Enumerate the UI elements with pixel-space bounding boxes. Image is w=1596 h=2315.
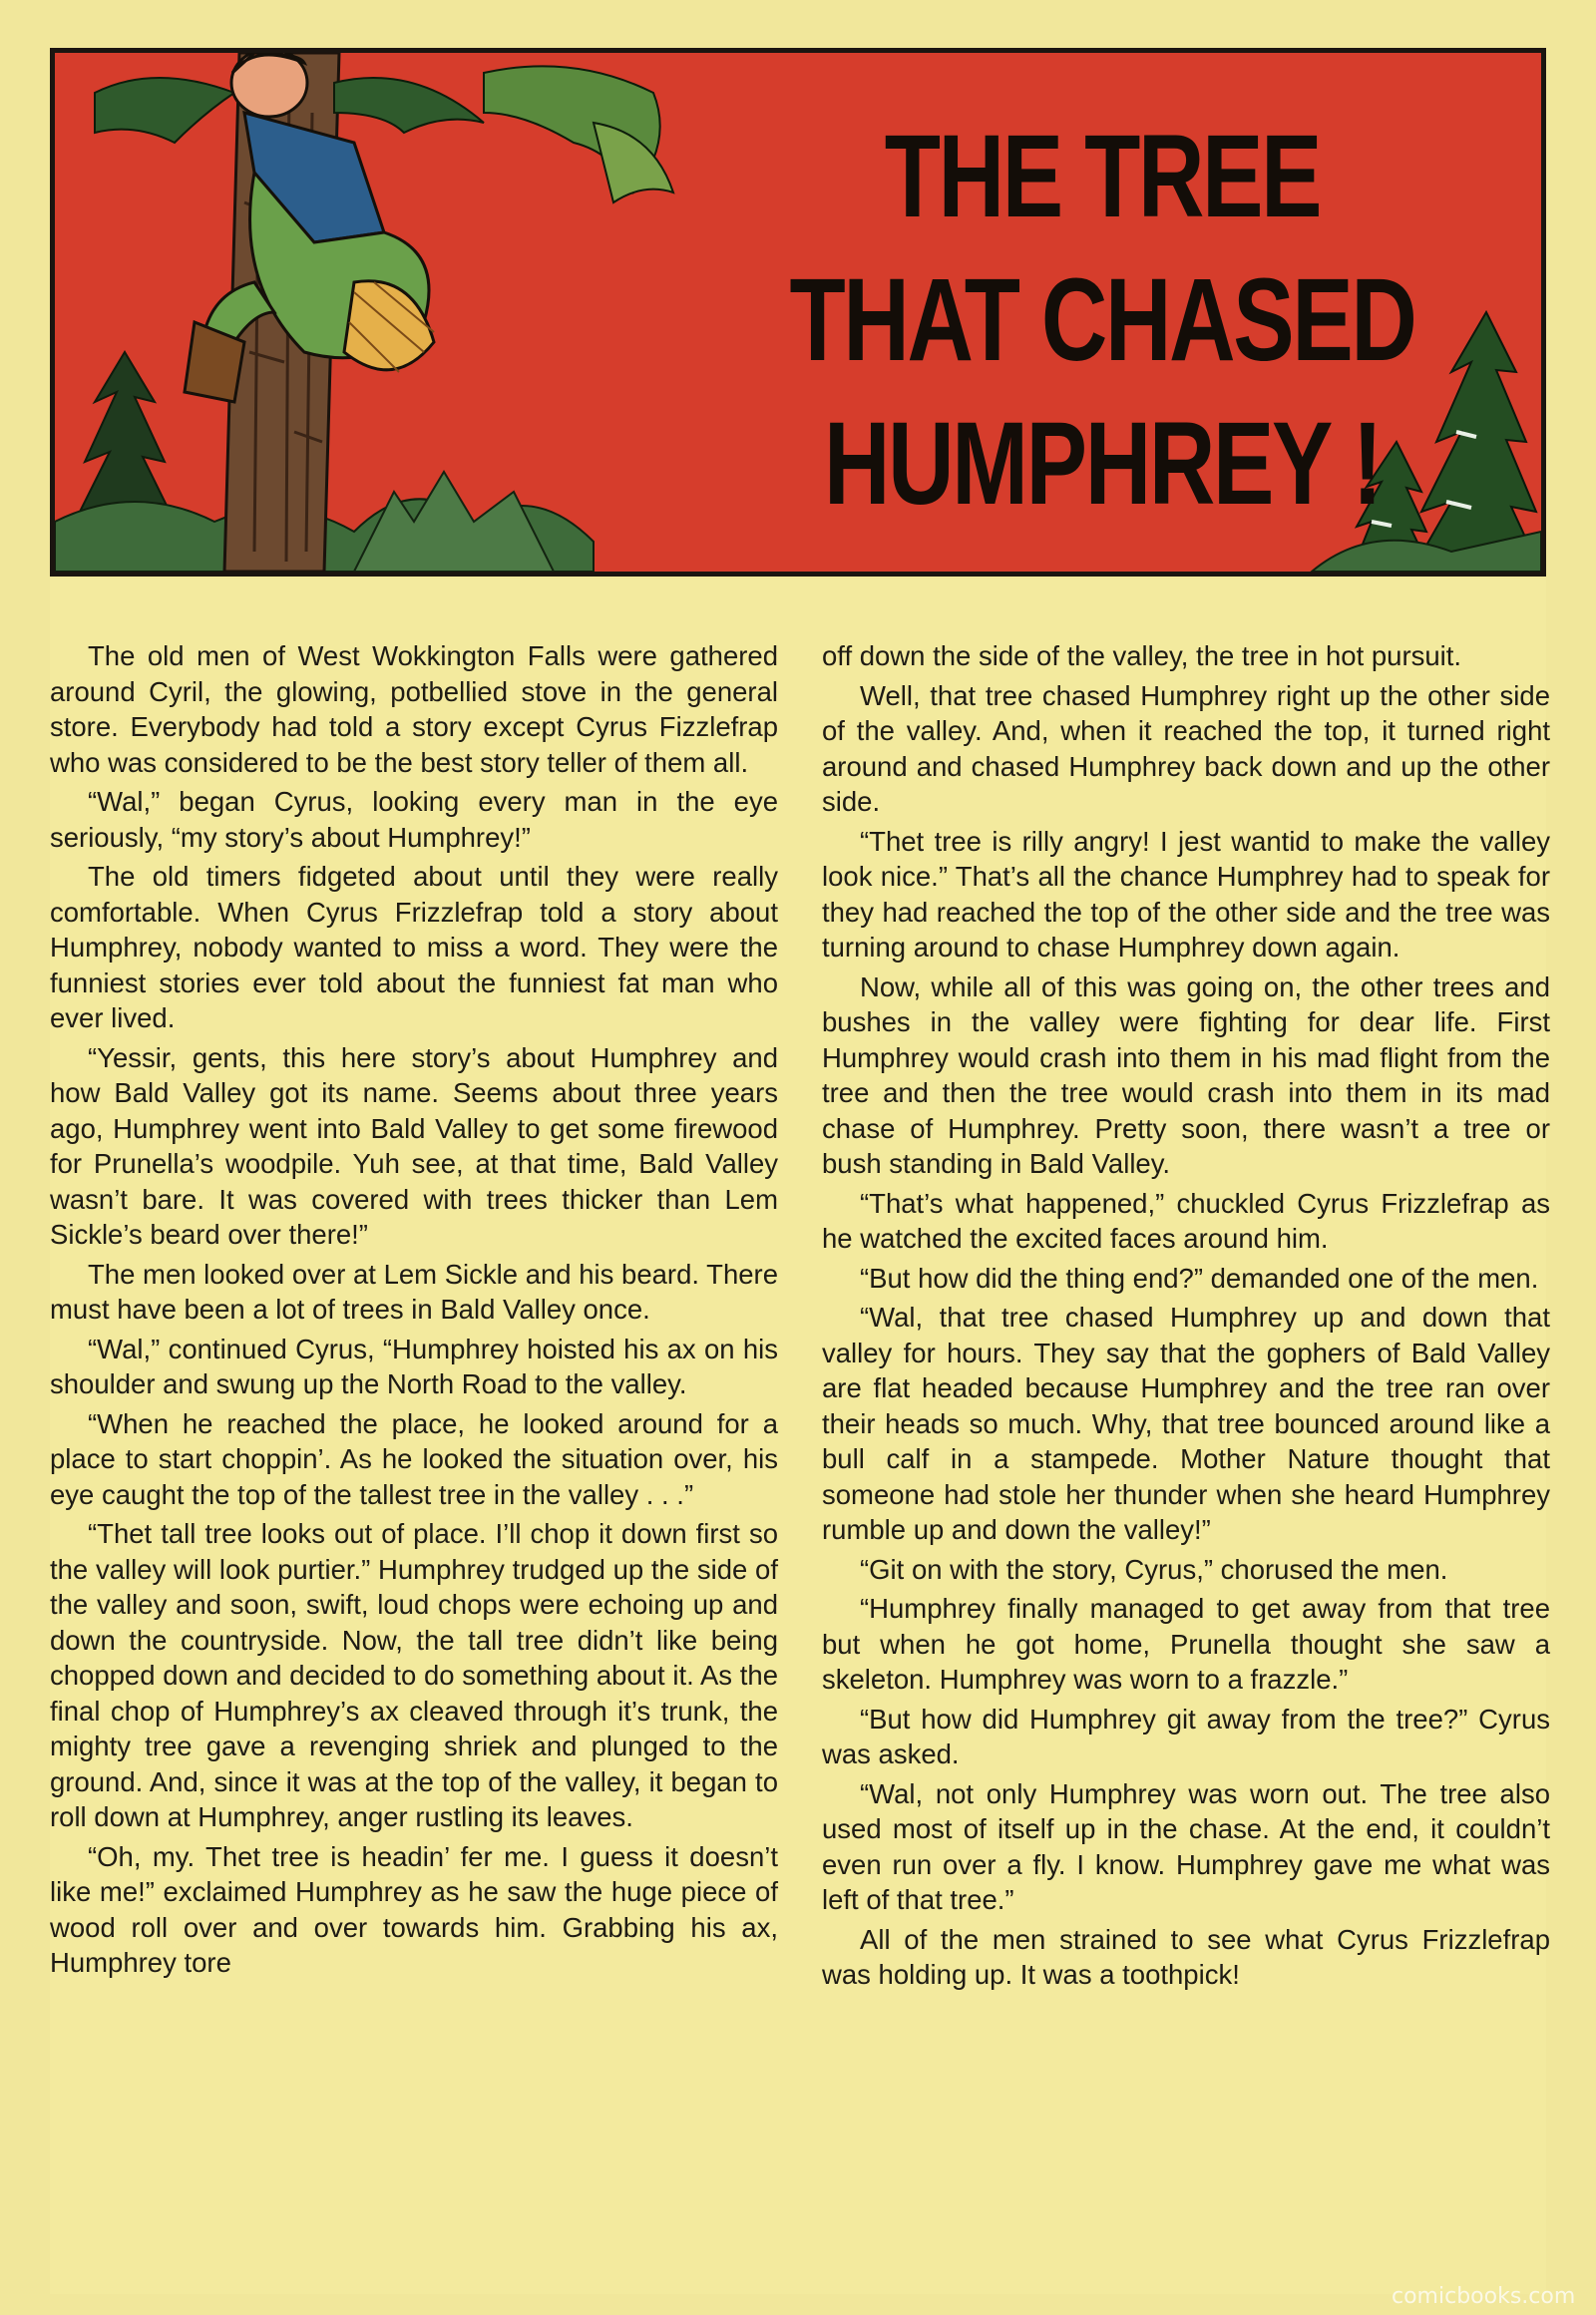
paragraph: “Yessir, gents, this here story’s about Humphrey and how Bald Valley got its name. Seems about three years ago, Humphrey went into Bald Valley to get some firewood for Prunella’s woodpile. Yuh see, at that time, Bald Valley wasn’t bare. It was covered with trees thicker than Lem Sickle’s beard over there!” <box>50 1041 778 1250</box>
title-line-1: THE TREE <box>884 111 1321 242</box>
story-column-right <box>822 638 1550 1997</box>
paragraph: “Wal,” continued Cyrus, “Humphrey hoisted his ax on his shoulder and swung up the North Road to the valley. <box>50 1333 778 1399</box>
site-watermark: comicbooks.com <box>1392 2284 1576 2309</box>
paragraph: “Thet tall tree looks out of place. I’ll chop it down first so the valley will look purtier.” Humphrey trudged up the side of the valley and soon, swift, loud chops were echoing up and down the countryside. Now, the tall tree didn’t like being chopped down and decided to do something about it. As the final chop of Humphrey’s ax cleaved through it’s trunk, the mighty tree gave a revenging shriek and plunged to the ground. And, since it was at the top of the valley, it began to roll down at Humphrey, anger rustling its leaves. <box>50 1518 778 1832</box>
paragraph: Well, that tree chased Humphrey right up the other side of the valley. And, when it reached the top, it turned right around and chased Humphrey back down and up the other side. <box>822 679 1550 817</box>
story-title <box>783 105 1421 536</box>
paragraph: “Wal,” began Cyrus, looking every man in the eye seriously, “my story’s about Humphrey!” <box>50 786 778 853</box>
paragraph: Now, while all of this was going on, the other trees and bushes in the valley were fighting for dear life. First Humphrey would crash into them in his mad flight from the tree and then the tree would crash into them in its mad chase of Humphrey. Pretty soon, there wasn’t a tree or bush standing in Bald Valley. <box>822 970 1550 1179</box>
title-line-3: HUMPHREY ! <box>824 398 1381 530</box>
paragraph: “But how did Humphrey git away from the tree?” Cyrus was asked. <box>822 1703 1550 1769</box>
paragraph: off down the side of the valley, the tree in hot pursuit. <box>822 640 1462 671</box>
title-banner <box>50 48 1546 577</box>
paragraph: “Wal, that tree chased Humphrey up and down that valley for hours. They say that the gophers of Bald Valley are flat headed because Humphrey and the tree ran over their heads so much. Why, that tree bounced around like a bull calf in a stampede. Mother Nature thought that someone had stole her thunder when she heard Humphrey rumble up and down the valley!” <box>822 1302 1550 1545</box>
story-column-left <box>50 638 778 1985</box>
paragraph: All of the men strained to see what Cyrus Frizzlefrap was holding up. It was a toothpick! <box>822 1923 1550 1990</box>
paragraph: “Wal, not only Humphrey was worn out. The tree also used most of itself up in the chase. At the end, it couldn’t even run over a fly. I know. Humphrey gave me what was left of that tree.” <box>822 1777 1550 1915</box>
paragraph: “When he reached the place, he looked around for a place to start choppin’. As he looked the situation over, his eye caught the top of the tallest tree in the valley . . .” <box>50 1407 778 1510</box>
paragraph: The men looked over at Lem Sickle and his beard. There must have been a lot of trees in Bald Valley once. <box>50 1258 778 1325</box>
paragraph: “Humphrey finally managed to get away from that tree but when he got home, Prunella thought she saw a skeleton. Humphrey was worn to a frazzle.” <box>822 1593 1550 1695</box>
paragraph: The old timers fidgeted about until they were really comfortable. When Cyrus Frizzlefrap told a story about Humphrey, nobody wanted to miss a word. They were the funniest stories ever told about the funniest fat man who ever lived. <box>50 861 778 1033</box>
paragraph: “Git on with the story, Cyrus,” chorused the men. <box>860 1553 1448 1585</box>
paragraph: “That’s what happened,” chuckled Cyrus Frizzlefrap as he watched the excited faces around him. <box>822 1187 1550 1254</box>
paragraph: The old men of West Wokkington Falls were gathered around Cyril, the glowing, potbellied stove in the general store. Everybody had told a story except Cyrus Fizzlefrap who was considered to be the best story teller of them all. <box>50 640 778 778</box>
paragraph: “But how did the thing end?” demanded one of the men. <box>860 1262 1539 1294</box>
paragraph: “Oh, my. Thet tree is headin’ fer me. I guess it doesn’t like me!” exclaimed Humphrey as he saw the huge piece of wood roll over and over towards him. Grabbing his ax, Humphrey tore <box>50 1840 778 1978</box>
title-line-2: THAT CHASED <box>789 254 1415 386</box>
paragraph: “Thet tree is rilly angry! I jest wantid to make the valley look nice.” That’s all the chance Humphrey had to speak for they had reached the top of the other side and the tree was turning around to chase Humphrey down again. <box>822 825 1550 963</box>
